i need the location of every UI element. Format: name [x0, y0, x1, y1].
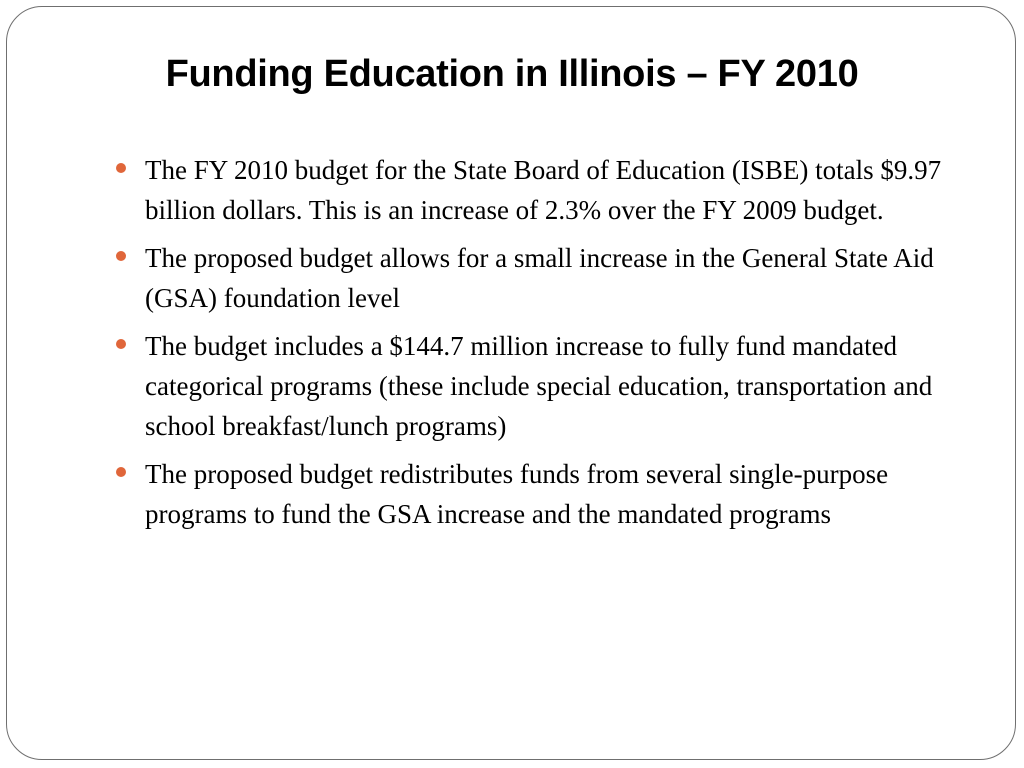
bullet-text: The proposed budget allows for a small increase in the General State Aid (GSA) foundation level: [145, 243, 934, 313]
bullet-text: The proposed budget redistributes funds from several single-purpose programs to fund the GSA increase and the mandated programs: [145, 459, 889, 529]
bullet-dot-icon: [116, 251, 126, 261]
slide-title: Funding Education in Illinois – FY 2010: [165, 53, 859, 95]
bullet-text: The FY 2010 budget for the State Board of Education (ISBE) totals $9.97 billion dollars. This is an increase of 2.3% over the FY 2009 budget.: [145, 155, 942, 225]
bullet-dot-icon: [116, 339, 126, 349]
bullet-list: [114, 150, 944, 542]
bullet-item: [114, 238, 944, 318]
bullet-dot-icon: [116, 163, 126, 173]
bullet-item: [114, 326, 944, 446]
bullet-text: The budget includes a $144.7 million increase to fully fund mandated categorical programs (these include special education, transportation and school breakfast/lunch programs): [145, 331, 933, 441]
bullet-item: [114, 150, 944, 230]
bullet-dot-icon: [116, 467, 126, 477]
bullet-item: [114, 454, 944, 534]
